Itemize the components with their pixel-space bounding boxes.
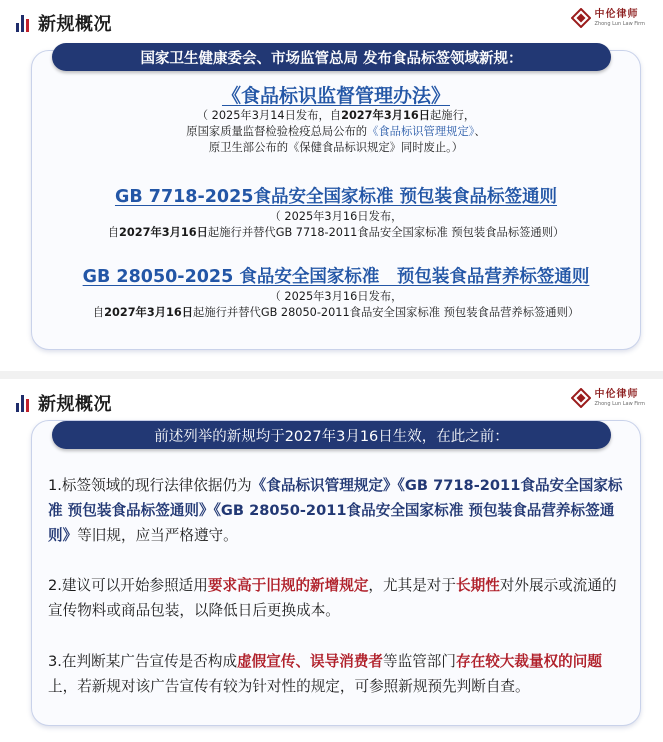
paragraph-recommendation: 2.建议可以开始参照适用要求高于旧规的新增规定，尤其是对于长期性对外展示或流通的宣传物料或商品包装，以降低日后更换成本。 <box>48 577 617 619</box>
bar-chart-icon <box>16 394 29 412</box>
law-note-line-3: 原卫生部公布的《保健食品标识规定》同时废止。） <box>208 141 464 154</box>
logo-chinese-name: 中伦律师 <box>594 8 639 20</box>
firm-logo <box>571 8 645 28</box>
slide-2 <box>0 380 663 742</box>
banner-heading: 前述列举的新规均于2027年3月16日生效，在此之前： <box>52 421 611 449</box>
slide-separator <box>0 371 663 379</box>
law-note-line-2: 自2027年3月16日起施行并替代GB 28050-2011食品安全国家标准 预包装食品营养标签通则） <box>92 306 580 319</box>
law-item-gb-7718 <box>34 185 638 241</box>
law-note-line-1: （ 2025年3月16日发布， <box>269 210 403 223</box>
law-note-line-2: 原国家质量监督检验检疫总局公布的《食品标识管理规定》、 <box>186 125 486 138</box>
logo-chinese-name: 中伦律师 <box>594 388 639 400</box>
law-title[interactable]: 《食品标识监督管理办法》 <box>221 85 450 107</box>
firm-seal-icon <box>571 8 591 28</box>
firm-logo <box>571 388 645 408</box>
logo-english-name: Zhong Lun Law Firm <box>594 400 645 407</box>
slide-title: 新规概况 <box>38 14 112 35</box>
slide-1 <box>0 0 663 370</box>
banner-heading: 国家卫生健康委会、市场监管总局 发布食品标签领域新规： <box>52 43 611 71</box>
law-note-line-1: （ 2025年3月16日发布， <box>269 290 403 303</box>
logo-english-name: Zhong Lun Law Firm <box>594 20 645 27</box>
law-item-food-labeling-measures <box>34 84 638 156</box>
law-title[interactable]: GB 7718-2025食品安全国家标准 预包装食品标签通则 <box>114 187 558 207</box>
slide-header <box>16 10 112 36</box>
paragraph-current-law: 1.标签领域的现行法律依据仍为《食品标识管理规定》《GB 7718-2011食品安全国家标准 预包装食品标签通则》《GB 28050-2011食品安全国家标准 预包装食品营养标签通则》等旧规，应当严格遵守。 <box>48 477 623 544</box>
slide-title: 新规概况 <box>38 394 112 415</box>
law-note-line-2: 自2027年3月16日起施行并替代GB 7718-2011食品安全国家标准 预包装食品标签通则） <box>107 226 565 239</box>
law-title[interactable]: GB 28050-2025 食品安全国家标准 预包装食品营养标签通则 <box>82 267 590 287</box>
slide-header <box>16 390 112 416</box>
firm-seal-icon <box>571 388 591 408</box>
bar-chart-icon <box>16 14 29 32</box>
law-note-line-1: （ 2025年3月14日发布，自2027年3月16日起施行， <box>196 109 476 122</box>
law-item-gb-28050 <box>34 265 638 321</box>
paragraph-advertising-judgement: 3.在判断某广告宣传是否构成虚假宣传、误导消费者等监管部门存在较大裁量权的问题上，若新规对该广告宣传有较为针对性的规定，可参照新规预先判断自查。 <box>48 653 602 695</box>
